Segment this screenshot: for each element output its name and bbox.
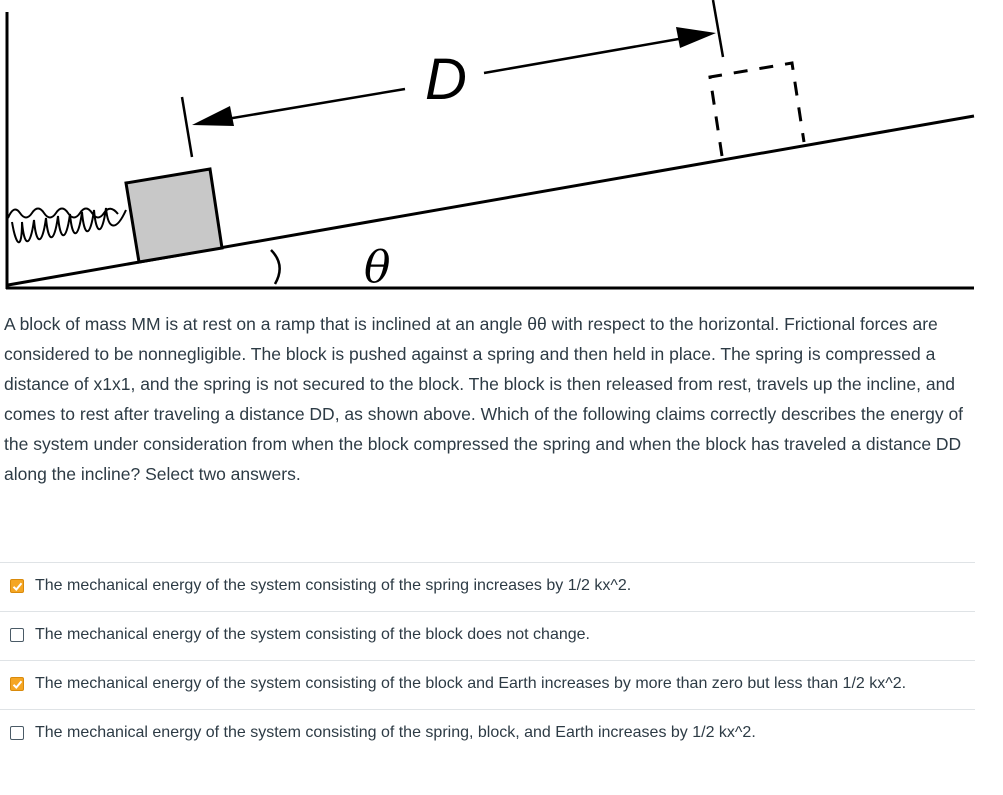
answer-option[interactable]: [0, 562, 975, 611]
angle-arc: [271, 250, 280, 284]
checkmark-icon: [12, 581, 23, 592]
answer-option[interactable]: [0, 611, 975, 660]
distance-label: D: [425, 47, 467, 112]
answer-label: The mechanical energy of the system consisting of the block does not change.: [35, 626, 590, 643]
answer-label: The mechanical energy of the system consisting of the spring increases by 1/2 kx^2.: [35, 577, 632, 594]
answer-checkbox[interactable]: [10, 726, 24, 740]
final-position-dashed-box: [710, 63, 804, 156]
arrowhead-left-icon: [192, 106, 234, 126]
answer-checkbox[interactable]: [10, 677, 24, 691]
distance-arrow-left: [215, 89, 405, 121]
distance-arrow-right: [484, 37, 690, 73]
answer-label: The mechanical energy of the system consisting of the spring, block, and Earth increases by 1/2 kx^2.: [35, 724, 756, 741]
answer-checkbox[interactable]: [10, 628, 24, 642]
distance-tick-left: [182, 97, 192, 157]
distance-tick-right: [713, 0, 723, 57]
ramp-diagram: [0, 0, 1003, 300]
question-text: A block of mass MM is at rest on a ramp that is inclined at an angle θθ with respect to the horizontal. Frictional forces are considered to be nonnegligible. The block is pushed against a spring and then held in place. The spring is compressed a distance of x1x1, and the spring is not secured to the block. The block is then released from rest, travels up the incline, and comes to rest after traveling a distance DD, as shown above. Which of the following claims correctly describes the energy of the system under consideration from when the block compressed the spring and when the block has traveled a distance DD along the incline? Select two answers.: [4, 314, 964, 484]
angle-label: θ: [364, 242, 391, 293]
answer-list: [0, 562, 975, 758]
arrowhead-right-icon: [676, 27, 716, 48]
answer-option[interactable]: [0, 709, 975, 758]
spring: [8, 208, 126, 242]
checkmark-icon: [12, 679, 23, 690]
answer-checkbox[interactable]: [10, 579, 24, 593]
block: [126, 169, 222, 262]
answer-option[interactable]: [0, 660, 975, 709]
answer-label: The mechanical energy of the system consisting of the block and Earth increases by more than zero but less than 1/2 kx^2.: [35, 675, 907, 692]
